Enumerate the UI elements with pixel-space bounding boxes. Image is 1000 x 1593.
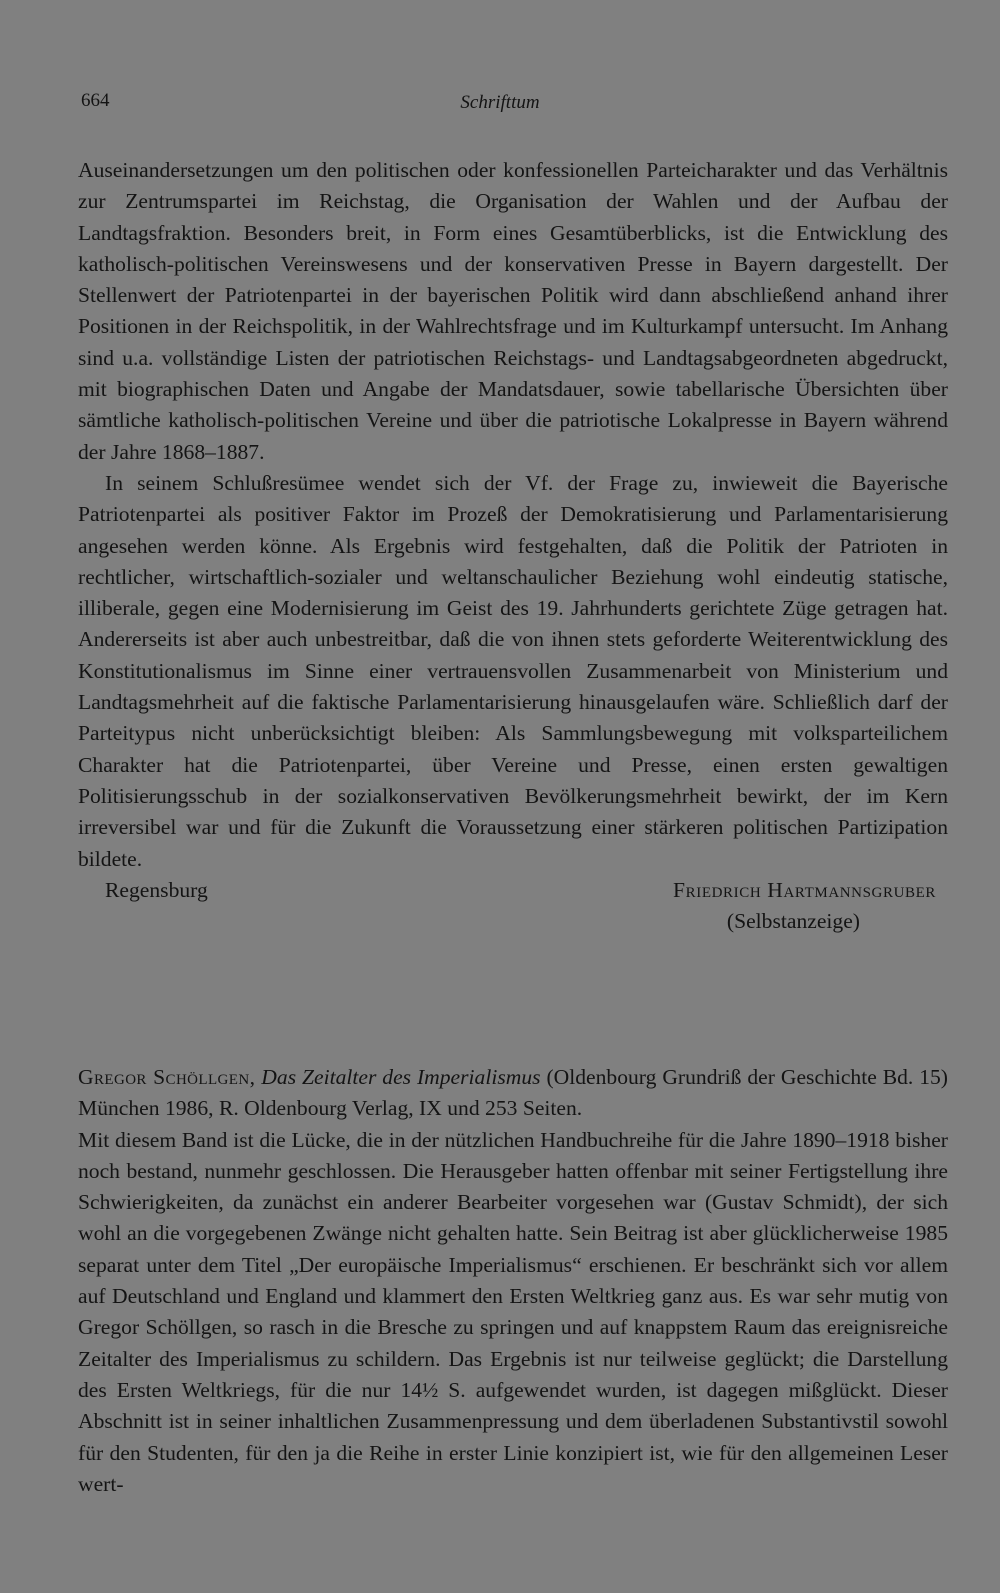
signature-block	[78, 875, 948, 933]
signature-author: Friedrich Hartmannsgruber	[673, 877, 936, 902]
review2-paragraph: Mit diesem Band ist die Lücke, die in der nützlichen Handbuchreihe für die Jahre 1890–1918 bisher noch bestand, nunmehr geschlossen. Die Herausgeber hatten offenbar mit seiner Fertigstellung ihre Schwierigkeiten, da zunächst ein anderer Bearbeiter vorgesehen war (Gustav Schmidt), der sich wohl an die vorgegebenen Zwänge nicht gehalten hatte. Sein Beitrag ist aber glücklicherweise 1985 separat unter dem Titel „Der europäische Imperialismus“ erschienen. Er beschränkt sich vor allem auf Deutschland und England und klammert den Ersten Weltkrieg ganz aus. Es war sehr mutig von Gregor Schöllgen, so rasch in die Bresche zu springen und auf knappstem Raum das ereignisreiche Zeitalter des Imperialismus zu schildern. Das Ergebnis ist nur teilweise geglückt; die Darstellung des Ersten Weltkriegs, für die nur 14½ S. aufgewendet wurden, ist dagegen mißglückt. Dieser Abschnitt ist in seiner inhaltlichen Zusammenpressung und dem überladenen Substantivstil sowohl für den Studenten, für den ja die Reihe in erster Linie konzipiert ist, wie für den allgemeinen Leser wert-	[78, 1127, 948, 1496]
page-number: 664	[81, 90, 110, 111]
review2-author: Gregor Schöllgen,	[78, 1065, 256, 1089]
signature-note: (Selbstanzeige)	[726, 908, 860, 933]
review1-paragraph-1: Auseinandersetzungen um den politischen oder konfessionellen Parteicharakter und das Verhältnis zur Zentrumspartei im Reichstag, die Organisation der Wahlen und der Aufbau der Landtagsfraktion. Besonders breit, in Form eines Gesamtüberblicks, ist die Entwicklung des katholisch-politischen Vereinswesens und der konservativen Presse in Bayern dargestellt. Der Stellenwert der Patriotenpartei in der bayerischen Politik wird dann abschließend anhand ihrer Positionen in der Reichspolitik, in der Wahlrechtsfrage und im Kulturkampf untersucht. Im Anhang sind u.a. vollständige Listen der patriotischen Reichstags- und Landtagsabgeordneten abgedruckt, mit biographischen Daten und Angabe der Mandatsdauer, sowie tabellarische Übersichten über sämtliche katholisch-politischen Vereine und über die patriotische Lokalpresse in Bayern während der Jahre 1868–1887.	[78, 158, 948, 464]
review1-paragraph-2: In seinem Schlußresümee wendet sich der Vf. der Frage zu, inwieweit die Bayerische Patriotenpartei als positiver Faktor im Prozeß der Demokratisierung und Parlamentarisierung angesehen werden könne. Als Ergebnis wird festgehalten, daß die Politik der Patrioten in rechtlicher, wirtschaftlich-sozialer und weltanschaulicher Beziehung wohl eindeutig statische, illiberale, gegen eine Modernisierung im Geist des 19. Jahrhunderts gerichtete Züge getragen hat. Andererseits ist aber auch unbestreitbar, daß die von ihnen stets geforderte Weiterentwicklung des Konstitutionalismus im Sinne einer vertrauensvollen Zusammenarbeit von Ministerium und Landtagsmehrheit auf die faktische Parlamentarisierung hinausgelaufen wäre. Schließlich darf der Parteitypus nicht unberücksichtigt bleiben: Als Sammlungsbewegung mit volksparteilichem Charakter hat die Patriotenpartei, über Vereine und Presse, einen ersten gewaltigen Politisierungsschub in der sozialkonservativen Bevölkerungsmehrheit bewirkt, der im Kern irreversibel war und für die Zukunft die Voraussetzung einer stärkeren politischen Partizipation bildete.	[78, 470, 948, 871]
signature-place: Regensburg	[105, 877, 208, 902]
review2-details: (Oldenbourg Grundriß der Geschichte Bd. 15) München 1986, R. Oldenbourg Verlag, IX und 253 Seiten.	[78, 1065, 948, 1121]
review-entry	[78, 1062, 948, 1500]
review2-title: Das Zeitalter des Imperialismus	[261, 1065, 541, 1089]
running-title: Schrifttum	[460, 92, 540, 113]
page-header	[0, 90, 1000, 116]
bibliographic-entry	[78, 1062, 948, 1125]
review-continuation	[78, 155, 948, 933]
